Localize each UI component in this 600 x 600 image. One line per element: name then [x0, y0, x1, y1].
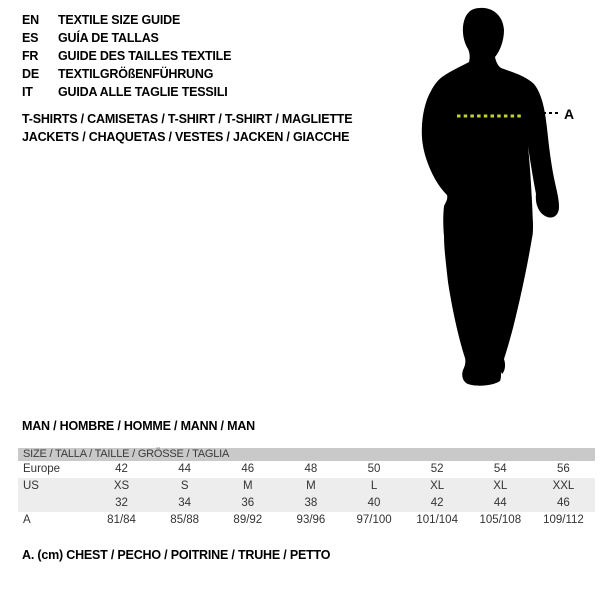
size-cell: 44 — [178, 463, 192, 475]
size-cell: S — [180, 480, 189, 492]
size-cell: XXL — [552, 480, 575, 492]
size-cell: M — [306, 480, 316, 492]
garment-types-line2: JACKETS / CHAQUETAS / VESTES / JACKEN / GIACCHE — [22, 130, 350, 144]
size-cell: 105/108 — [479, 514, 522, 526]
table-row — [18, 478, 595, 495]
size-cell: 48 — [304, 463, 318, 475]
garment-types-line1: T-SHIRTS / CAMISETAS / T-SHIRT / T-SHIRT / MAGLIETTE — [22, 112, 353, 126]
size-cell: 50 — [367, 463, 381, 475]
size-cell: 93/96 — [296, 514, 326, 526]
size-cell: 44 — [493, 497, 507, 509]
table-row — [18, 512, 595, 529]
size-cell: XL — [493, 480, 508, 492]
size-cell: 101/104 — [416, 514, 458, 526]
size-cell: 109/112 — [543, 514, 584, 526]
size-cell: 40 — [367, 497, 381, 509]
language-title: GUIDE DES TAILLES TEXTILE — [58, 49, 232, 63]
row-label: US — [23, 480, 39, 492]
size-cell: XS — [113, 480, 130, 492]
size-cell: 97/100 — [356, 514, 392, 526]
size-cell: 32 — [115, 497, 128, 509]
table-row — [18, 495, 595, 512]
table-row — [18, 461, 595, 478]
language-title: TEXTILE SIZE GUIDE — [58, 13, 181, 27]
size-cell: 81/84 — [107, 514, 136, 526]
size-table-header: SIZE / TALLA / TAILLE / GRÖSSE / TAGLIA — [18, 448, 595, 461]
language-code: ES — [22, 31, 39, 45]
size-cell: 85/88 — [170, 514, 200, 526]
measure-footnote: A. (cm) CHEST / PECHO / POITRINE / TRUHE / PETTO — [22, 548, 331, 562]
row-label: A — [23, 514, 31, 526]
language-code: FR — [22, 49, 39, 63]
man-silhouette — [422, 8, 559, 386]
size-cell: XL — [430, 480, 445, 492]
language-code: EN — [22, 13, 39, 27]
language-title: GUÍA DE TALLAS — [58, 31, 159, 45]
size-table-rows — [18, 461, 595, 529]
size-cell: 46 — [241, 463, 255, 475]
size-cell: 46 — [557, 497, 570, 509]
size-cell: 52 — [430, 463, 444, 475]
size-cell: M — [243, 480, 253, 492]
size-cell: 34 — [178, 497, 192, 509]
size-cell: 89/92 — [233, 514, 263, 526]
size-cell: 38 — [304, 497, 318, 509]
measure-label-a: A — [564, 106, 575, 122]
language-title: GUIDA ALLE TAGLIE TESSILI — [58, 85, 228, 99]
size-table — [18, 448, 595, 529]
language-code: DE — [22, 67, 39, 81]
row-label: Europe — [23, 463, 61, 475]
row-label — [18, 495, 90, 512]
language-title: TEXTILGRÖßENFÜHRUNG — [58, 67, 214, 81]
language-code: IT — [22, 85, 33, 99]
size-cell: 42 — [115, 463, 128, 475]
size-cell: L — [370, 480, 378, 492]
size-cell: 42 — [430, 497, 444, 509]
section-title-man: MAN / HOMBRE / HOMME / MANN / MAN — [22, 419, 255, 433]
size-cell: 56 — [557, 463, 570, 475]
size-cell: 36 — [241, 497, 255, 509]
size-cell: 54 — [493, 463, 507, 475]
